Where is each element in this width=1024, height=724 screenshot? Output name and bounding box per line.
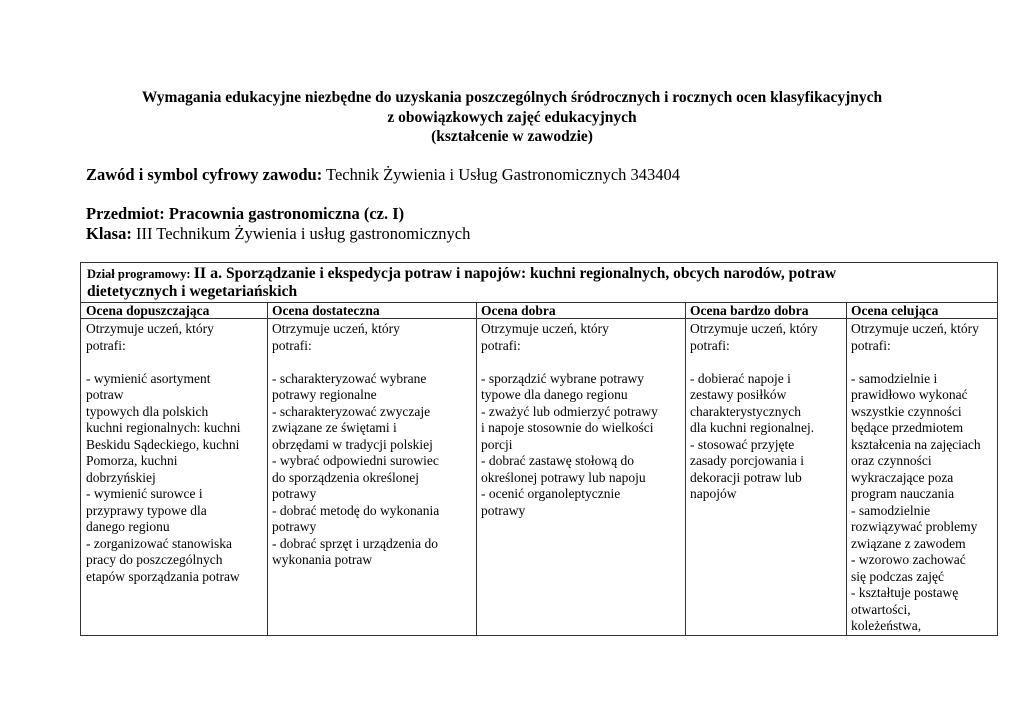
- requirement-line: typowych dla polskich: [86, 403, 209, 419]
- requirement-line: potrafi:: [851, 337, 891, 353]
- requirement-line: - dobrać zastawę stołową do: [481, 453, 634, 468]
- grade-header-satisfactory: Ocena dostateczna: [272, 303, 380, 318]
- requirement-line: [86, 354, 267, 371]
- requirement-line: koleżeństwa,: [851, 618, 922, 633]
- class-value: III Technikum Żywienia i usług gastronomicznych: [131, 224, 471, 243]
- program-section-number: II a.: [193, 265, 223, 282]
- requirement-line: Beskidu Sądeckiego, kuchni: [86, 436, 240, 452]
- requirement-line: - wymienić asortyment: [86, 370, 211, 386]
- requirement-line: i napoje stosownie do wielkości: [481, 420, 654, 435]
- requirements-good: [476, 319, 685, 635]
- requirement-line: Otrzymuje uczeń, który: [690, 321, 818, 336]
- requirement-line: Pomorza, kuchni: [86, 453, 178, 468]
- class-label: Klasa:: [86, 224, 132, 243]
- requirement-line: - ocenić organoleptycznie: [481, 486, 621, 501]
- requirement-line: do sporządzenia określonej: [272, 469, 419, 485]
- requirement-line: porcji: [481, 436, 513, 452]
- subject-label: Przedmiot: Pracownia gastronomiczna (cz. I): [86, 204, 405, 223]
- column-divider: [267, 303, 268, 635]
- requirement-line: - dobrać metodę do wykonania: [272, 502, 440, 518]
- requirement-line: napojów: [690, 486, 737, 501]
- requirement-line: - kształtuje postawę: [851, 585, 959, 600]
- requirement-line: program nauczania: [851, 486, 955, 501]
- requirement-line: dobrzyńskiej: [86, 469, 156, 485]
- title-line-2: z obowiązkowych zajęć edukacyjnych: [387, 108, 637, 126]
- requirement-line: - stosować przyjęte: [690, 436, 795, 452]
- requirements-sufficient: [81, 319, 267, 635]
- requirement-line: przyprawy typowe dla: [86, 502, 207, 518]
- column-divider: [846, 303, 847, 635]
- requirement-line: otwartości,: [851, 601, 911, 617]
- requirements-very-good: [685, 319, 846, 635]
- requirement-line: potrawy: [272, 486, 317, 501]
- requirement-line: - sporządzić wybrane potrawy: [481, 370, 645, 386]
- requirement-line: - samodzielnie i: [851, 370, 938, 386]
- requirement-line: [851, 354, 997, 371]
- requirement-line: Otrzymuje uczeń, który: [86, 321, 214, 336]
- requirement-line: - samodzielnie: [851, 502, 931, 518]
- requirement-line: - zważyć lub odmierzyć potrawy: [481, 403, 658, 419]
- requirement-line: - wzorowo zachować: [851, 552, 966, 567]
- grade-header-excellent: Ocena celująca: [851, 303, 939, 318]
- requirement-line: potrawy: [272, 519, 317, 534]
- requirement-line: kształcenia na zajęciach: [851, 436, 981, 452]
- profession-value: Technik Żywienia i Usług Gastronomicznych 343404: [322, 165, 681, 184]
- requirement-line: związane z zawodem: [851, 535, 966, 551]
- requirement-line: potrawy regionalne: [272, 387, 377, 402]
- column-divider: [685, 303, 686, 635]
- requirement-line: - dobrać sprzęt i urządzenia do: [272, 535, 439, 551]
- class-line: [86, 224, 470, 244]
- requirement-line: - scharakteryzować zwyczaje: [272, 403, 431, 419]
- grade-header-good: Ocena dobra: [481, 303, 556, 318]
- requirement-line: - zorganizować stanowiska: [86, 535, 232, 551]
- requirement-line: potraw: [86, 387, 124, 402]
- program-section-title: Sporządzanie i ekspedycja potraw i napojów: kuchni regionalnych, obcych narodów, potraw: [222, 265, 837, 282]
- requirement-line: [481, 354, 685, 371]
- requirement-line: danego regionu: [86, 519, 170, 534]
- requirement-line: oraz czynności: [851, 453, 932, 468]
- requirement-line: [690, 354, 846, 371]
- requirement-line: wykonania potraw: [272, 552, 373, 567]
- profession-label: Zawód i symbol cyfrowy zawodu:: [86, 165, 323, 184]
- requirement-line: potrafi:: [272, 337, 312, 353]
- requirement-line: potrafi:: [481, 337, 521, 353]
- program-section-label: Dział programowy:: [87, 267, 194, 281]
- grade-header-sufficient: Ocena dopuszczająca: [86, 303, 210, 318]
- requirement-line: typowe dla danego regionu: [481, 387, 628, 402]
- requirement-line: charakterystycznych: [690, 403, 801, 419]
- grade-header-very-good: Ocena bardzo dobra: [690, 303, 809, 318]
- requirement-line: Otrzymuje uczeń, który: [851, 321, 979, 336]
- requirement-line: wykraczające poza: [851, 469, 954, 485]
- document-title: [0, 88, 1024, 147]
- grade-header-row: [81, 303, 997, 319]
- grade-requirements-row: [81, 319, 997, 635]
- profession-line: [86, 165, 680, 185]
- requirement-line: etapów sporządzania potraw: [86, 568, 240, 584]
- requirement-line: [272, 354, 476, 371]
- requirement-line: - wymienić surowce i: [86, 486, 203, 501]
- subject-line: [86, 204, 404, 224]
- requirement-line: dekoracji potraw lub: [690, 469, 802, 485]
- requirement-line: pracy do poszczególnych: [86, 552, 223, 567]
- requirements-excellent: [846, 319, 997, 635]
- column-divider: [476, 303, 477, 635]
- requirement-line: potrawy: [481, 502, 526, 518]
- requirements-table: [80, 262, 998, 636]
- requirement-line: Otrzymuje uczeń, który: [481, 321, 609, 336]
- requirements-satisfactory: [267, 319, 476, 635]
- requirement-line: - scharakteryzować wybrane: [272, 370, 427, 386]
- requirement-line: się podczas zajęć: [851, 568, 944, 584]
- requirement-line: - wybrać odpowiedni surowiec: [272, 453, 439, 468]
- requirement-line: określonej potrawy lub napoju: [481, 469, 646, 485]
- requirement-line: dla kuchni regionalnej.: [690, 420, 815, 435]
- requirement-line: potrafi:: [86, 337, 126, 353]
- program-section-title-line2: dietetycznych i wegetariańskich: [87, 283, 298, 300]
- requirement-line: Otrzymuje uczeń, który: [272, 321, 400, 336]
- requirement-line: prawidłowo wykonać: [851, 387, 968, 402]
- requirement-line: będące przedmiotem: [851, 420, 964, 435]
- requirement-line: potrafi:: [690, 337, 730, 353]
- requirement-line: wszystkie czynności: [851, 403, 962, 419]
- requirement-line: - dobierać napoje i: [690, 370, 791, 386]
- requirement-line: związane ze świętami i: [272, 420, 397, 435]
- program-section-heading: [81, 263, 997, 303]
- requirement-line: obrzędami w tradycji polskiej: [272, 436, 433, 452]
- requirement-line: kuchni regionalnych: kuchni: [86, 420, 241, 435]
- requirement-line: zasady porcjowania i: [690, 453, 804, 468]
- requirement-line: zestawy posiłków: [690, 387, 787, 402]
- requirement-line: rozwiązywać problemy: [851, 519, 978, 534]
- title-line-3: (kształcenie w zawodzie): [431, 128, 593, 145]
- title-line-1: Wymagania edukacyjne niezbędne do uzyskania poszczególnych śródrocznych i rocznych ocen klasyfikacyjnych: [141, 89, 883, 106]
